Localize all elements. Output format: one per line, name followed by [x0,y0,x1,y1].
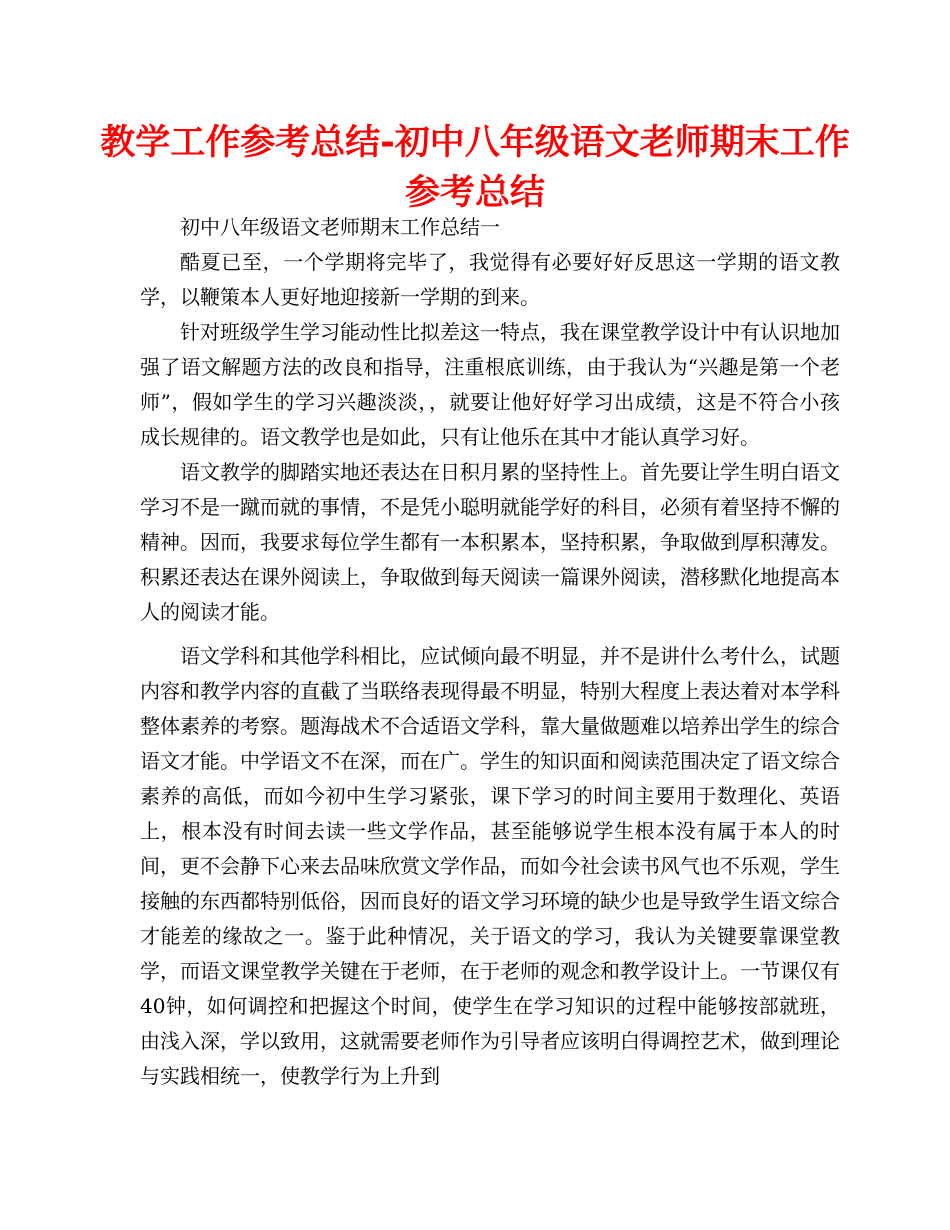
document-body [140,210,840,1094]
paragraph: 语文教学的脚踏实地还表达在日积月累的坚持性上。首先要让学生明白语文学习不是一蹴而就的事情，不是凭小聪明就能学好的科目，必须有着坚持不懈的精神。因而，我要求每位学生都有一本积累本，坚持积累，争取做到厚积薄发。积累还表达在课外阅读上，争取做到每天阅读一篇课外阅读，潜移默化地提高本人的阅读才能。 [140,460,840,624]
document-title: 教学工作参考总结-初中八年级语文老师期末工作参考总结 [100,123,850,213]
paragraph: 语文学科和其他学科相比，应试倾向最不明显，并不是讲什么考什么，试题内容和教学内容的直截了当联络表现得最不明显，特别大程度上表达着对本学科整体素养的考察。题海战术不合适语文学科，靠大量做题难以培养出学生的综合语文才能。中学语文不在深，而在广。学生的知识面和阅读范围决定了语文综合素养的高低，而如今初中生学习紧张，课下学习的时间主要用于数理化、英语上，根本没有时间去读一些文学作品，甚至能够说学生根本没有属于本人的时间，更不会静下心来去品味欣赏文学作品，而如今社会读书风气也不乐观，学生接触的东西都特别低俗，因而良好的语文学习环境的缺少也是导致学生语文综合才能差的缘故之一。鉴于此种情况，关于语文的学习，我认为关键要靠课堂教学，而语文课堂教学关键在于老师，在于老师的观念和教学设计上。一节课仅有40钟，如何调控和把握这个时间，使学生在学习知识的过程中能够按部就班，由浅入深，学以致用，这就需要老师作为引导者应该明白得调控艺术，做到理论与实践相统一，使教学行为上升到 [140,644,840,1088]
paragraph: 酷夏已至，一个学期将完毕了，我觉得有必要好好反思这一学期的语文教学，以鞭策本人更好地迎接新一学期的到来。 [140,250,840,309]
paragraph-subtitle: 初中八年级语文老师期末工作总结一 [180,215,500,239]
paragraph: 针对班级学生学习能动性比拟差这一特点，我在课堂教学设计中有认识地加强了语文解题方法的改良和指导，注重根底训练，由于我认为“兴趣是第一个老师”，假如学生的学习兴趣淡淡，，就要让他好好学习出成绩，这是不符合小孩成长规律的。语文教学也是如此，只有让他乐在其中才能认真学习好。 [140,320,840,449]
